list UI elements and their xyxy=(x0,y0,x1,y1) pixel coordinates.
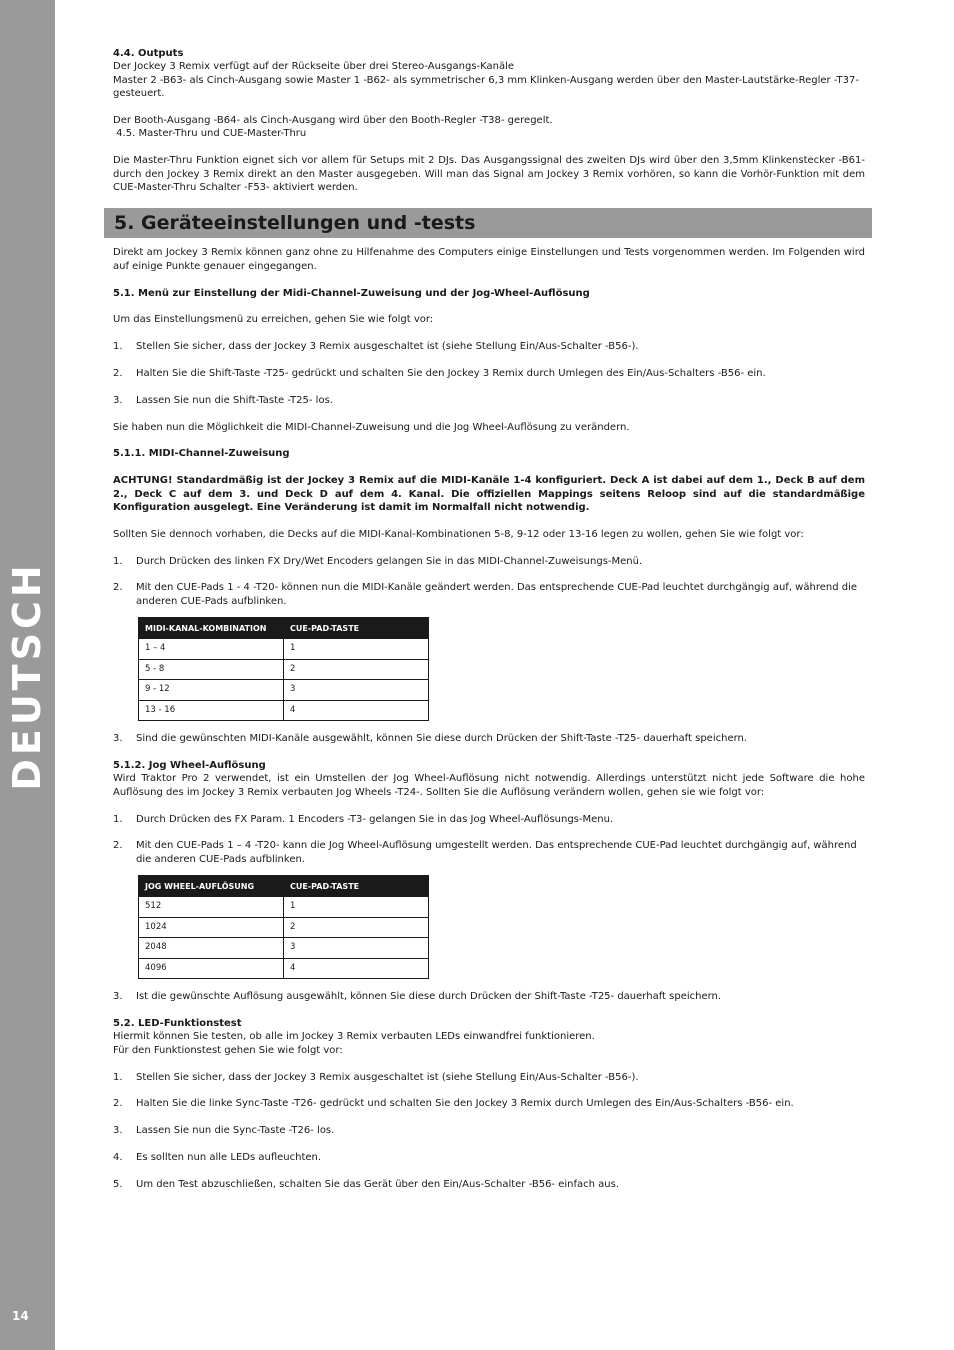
list-text: Durch Drücken des linken FX Dry/Wet Encoders gelangen Sie in das MIDI-Channel-Zuweisungs-Menü. xyxy=(136,555,643,567)
list-text: Sind die gewünschten MIDI-Kanäle ausgewählt, können Sie diese durch Drücken der Shift-Taste -T25- dauerhaft speichern. xyxy=(136,733,748,745)
table-row xyxy=(139,639,429,660)
list-item xyxy=(113,1178,865,1191)
list-text: Lassen Sie nun die Shift-Taste -T25- los. xyxy=(136,394,333,406)
list-text: Halten Sie die Shift-Taste -T25- gedrückt und schalten Sie den Jockey 3 Remix durch Umlegen des Ein/Aus-Schalters -B56- ein. xyxy=(136,368,766,380)
table-cell: 2048 xyxy=(139,938,284,959)
list-text: Es sollten nun alle LEDs aufleuchten. xyxy=(136,1152,322,1164)
list-item xyxy=(113,732,865,745)
list-number: 2. xyxy=(113,368,123,380)
table-header-cell: JOG WHEEL-AUFLÖSUNG xyxy=(139,876,284,897)
booth-text: Der Booth-Ausgang -B64- als Cinch-Ausgang wird über den Booth-Regler -T38- geregelt. xyxy=(113,115,553,127)
jog-wheel-text: Wird Traktor Pro 2 verwendet, ist ein Umstellen der Jog Wheel-Auflösung nicht notwendig. Allerdings unterstützt nicht jede Software die hohe Auflösung des im Jockey 3 Remix verbauten Jog Wheels -T24-. Sollten Sie die Auflösung verändern wollen, gehen sie wie folgt vor: xyxy=(113,773,865,798)
led-test-heading: 5.2. LED-Funktionstest xyxy=(113,1018,242,1030)
list-number: 1. xyxy=(113,1071,123,1083)
table-row xyxy=(139,897,429,918)
list-number: 2. xyxy=(113,1098,123,1110)
list-number: 4. xyxy=(113,1152,123,1164)
master-thru-text: Die Master-Thru Funktion eignet sich vor allem für Setups mit 2 DJs. Das Ausgangssignal des zweiten DJs wird über den 3,5mm Klinkenstecker -B61- durch den Jockey 3 Remix direkt an den Master ausgegeben. Will man das Signal am Jockey 3 Remix vorhören, so kann die Vorhör-Funktion mit dem CUE-Master-Thru Schalter -F53- aktiviert werden. xyxy=(113,155,865,194)
list-number: 3. xyxy=(113,991,123,1003)
list-text: Halten Sie die linke Sync-Taste -T26- gedrückt und schalten Sie den Jockey 3 Remix durch Umlegen des Ein/Aus-Schalters -B56- ein. xyxy=(136,1098,794,1110)
table-cell: 9 - 12 xyxy=(139,680,284,701)
led-test-text-1: Hiermit können Sie testen, ob alle im Jockey 3 Remix verbauten LEDs einwandfrei funktionieren. xyxy=(113,1031,595,1043)
section-intro: Direkt am Jockey 3 Remix können ganz ohne zu Hilfenahme des Computers einige Einstellungen und Tests vorgenommen werden. Im Folgenden wird auf einige Punkte genauer eingegangen. xyxy=(113,247,865,272)
table-row xyxy=(139,958,429,979)
table-cell: 512 xyxy=(139,897,284,918)
list-text: Ist die gewünschte Auflösung ausgewählt, können Sie diese durch Drücken der Shift-Taste -T25- dauerhaft speichern. xyxy=(136,991,722,1003)
list-item xyxy=(113,839,865,866)
language-sidebar xyxy=(0,0,55,1350)
list-number: 2. xyxy=(113,582,123,594)
list-number: 3. xyxy=(113,733,123,745)
menu-after-text: Sie haben nun die Möglichkeit die MIDI-Channel-Zuweisung und die Jog Wheel-Auflösung zu verändern. xyxy=(113,421,630,433)
table-cell: 4 xyxy=(284,700,429,721)
midi-channel-heading: 5.1.1. MIDI-Channel-Zuweisung xyxy=(113,448,290,460)
table-header-row xyxy=(139,618,429,639)
table-cell: 1024 xyxy=(139,917,284,938)
page-number: 14 xyxy=(12,1309,29,1323)
list-text: Mit den CUE-Pads 1 – 4 -T20- kann die Jog Wheel-Auflösung umgestellt werden. Das entsprechende CUE-Pad leuchtet durchgängig auf, während die anderen CUE-Pads aufblinken. xyxy=(136,840,857,865)
menu-heading: 5.1. Menü zur Einstellung der Midi-Channel-Zuweisung und der Jog-Wheel-Auflösung xyxy=(113,287,590,299)
table-row xyxy=(139,917,429,938)
list-number: 1. xyxy=(113,555,123,567)
table-header-cell: CUE-PAD-TASTE xyxy=(284,618,429,639)
table-header-row xyxy=(139,876,429,897)
jog-wheel-table xyxy=(138,875,429,979)
led-test-text-2: Für den Funktionstest gehen Sie wie folgt vor: xyxy=(113,1044,343,1056)
list-text: Mit den CUE-Pads 1 - 4 -T20- können nun die MIDI-Kanäle geändert werden. Das entsprechende CUE-Pad leuchtet durchgängig auf, während die anderen CUE-Pads aufblinken. xyxy=(136,582,858,607)
list-item xyxy=(113,394,865,407)
list-item xyxy=(113,1097,865,1110)
table-header-cell: MIDI-KANAL-KOMBINATION xyxy=(139,618,284,639)
list-number: 1. xyxy=(113,341,123,353)
list-text: Um den Test abzuschließen, schalten Sie das Gerät über den Ein/Aus-Schalter -B56- einfach aus. xyxy=(136,1178,620,1190)
table-cell: 1 xyxy=(284,897,429,918)
table-cell: 4096 xyxy=(139,958,284,979)
table-cell: 13 - 16 xyxy=(139,700,284,721)
table-cell: 1 xyxy=(284,639,429,660)
table-row xyxy=(139,659,429,680)
list-text: Durch Drücken des FX Param. 1 Encoders -T3- gelangen Sie in das Jog Wheel-Auflösungs-Menu. xyxy=(136,813,614,825)
menu-intro: Um das Einstellungsmenü zu erreichen, gehen Sie wie folgt vor: xyxy=(113,314,434,326)
list-item xyxy=(113,1071,865,1084)
list-item xyxy=(113,1124,865,1137)
table-cell: 2 xyxy=(284,659,429,680)
master-thru-heading: 4.5. Master-Thru und CUE-Master-Thru xyxy=(113,128,307,140)
midi-channel-table xyxy=(138,617,429,721)
midi-warning: ACHTUNG! Standardmäßig ist der Jockey 3 Remix auf die MIDI-Kanäle 1-4 konfiguriert. Deck A ist dabei auf dem 1., Deck B auf dem 2., Deck C auf dem 3. und Deck D auf dem 4. Kanal. Die offiziellen Mappings seitens Reloop sind auf die standardmäßige Konfiguration ausgelegt. Eine Veränderung ist damit im Normalfall nicht notwendig. xyxy=(113,475,865,514)
table-cell: 3 xyxy=(284,680,429,701)
list-number: 1. xyxy=(113,813,123,825)
list-item xyxy=(113,555,865,568)
table-cell: 1 – 4 xyxy=(139,639,284,660)
table-row xyxy=(139,680,429,701)
page-content xyxy=(113,47,865,1191)
list-number: 3. xyxy=(113,394,123,406)
table-row xyxy=(139,700,429,721)
list-item xyxy=(113,340,865,353)
table-cell: 2 xyxy=(284,917,429,938)
list-number: 5. xyxy=(113,1178,123,1190)
outputs-text-1: Der Jockey 3 Remix verfügt auf der Rückseite über drei Stereo-Ausgangs-Kanäle xyxy=(113,61,515,73)
table-row xyxy=(139,938,429,959)
list-item xyxy=(113,581,865,608)
section-title: 5. Geräteeinstellungen und -tests xyxy=(104,208,872,238)
midi-text: Sollten Sie dennoch vorhaben, die Decks auf die MIDI-Kanal-Kombinationen 5-8, 9-12 oder 13-16 legen zu wollen, gehen Sie wie folgt vor: xyxy=(113,528,804,540)
jog-wheel-heading: 5.1.2. Jog Wheel-Auflösung xyxy=(113,760,266,772)
table-cell: 4 xyxy=(284,958,429,979)
table-cell: 5 - 8 xyxy=(139,659,284,680)
list-item xyxy=(113,1151,865,1164)
language-label: DEUTSCH xyxy=(5,561,49,791)
list-text: Stellen Sie sicher, dass der Jockey 3 Remix ausgeschaltet ist (siehe Stellung Ein/Aus-Schalter -B56-). xyxy=(136,341,639,353)
outputs-text-2: Master 2 -B63- als Cinch-Ausgang sowie Master 1 -B62- als symmetrischer 6,3 mm Klinken-Ausgang werden über den Master-Lautstärke-Regler -T37- gesteuert. xyxy=(113,74,859,100)
list-item xyxy=(113,813,865,826)
list-text: Lassen Sie nun die Sync-Taste -T26- los. xyxy=(136,1125,335,1137)
list-text: Stellen Sie sicher, dass der Jockey 3 Remix ausgeschaltet ist (siehe Stellung Ein/Aus-Schalter -B56-). xyxy=(136,1071,639,1083)
list-number: 3. xyxy=(113,1125,123,1137)
list-number: 2. xyxy=(113,840,123,852)
list-item xyxy=(113,367,865,380)
table-header-cell: CUE-PAD-TASTE xyxy=(284,876,429,897)
table-cell: 3 xyxy=(284,938,429,959)
list-item xyxy=(113,990,865,1003)
outputs-heading: 4.4. Outputs xyxy=(113,48,184,59)
